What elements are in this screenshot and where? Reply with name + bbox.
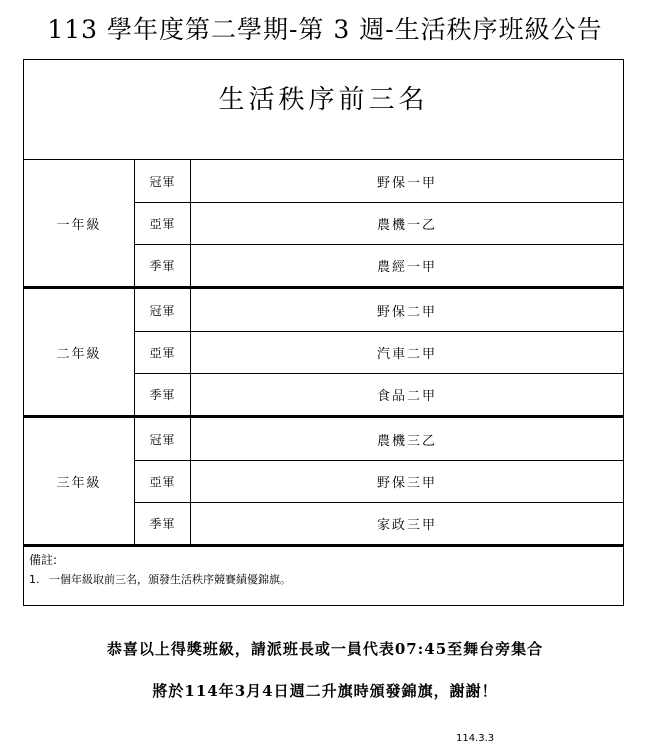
grade-label: 二年級 (24, 289, 135, 415)
class-name: 野保二甲 (376, 304, 437, 320)
ranking-table (23, 59, 624, 606)
class-name: 農經一甲 (376, 260, 437, 275)
table-row (135, 460, 623, 502)
table-row (135, 502, 623, 544)
grade-block-2 (24, 289, 623, 415)
class-name: 野保三甲 (376, 476, 437, 491)
class-name: 野保一甲 (376, 175, 437, 191)
table-row (135, 373, 623, 415)
rank-label: 亞軍 (135, 203, 191, 244)
class-name: 家政三甲 (376, 518, 437, 533)
class-name: 農機三乙 (376, 433, 437, 449)
table-row (135, 202, 623, 244)
table-row (135, 244, 623, 286)
rank-label: 冠軍 (135, 160, 191, 202)
grade-label: 一年級 (24, 160, 135, 286)
issue-date: 114.3.3 (456, 733, 495, 744)
rank-label: 亞軍 (135, 461, 191, 502)
table-row (135, 418, 623, 460)
class-name: 汽車二甲 (376, 347, 437, 362)
table-subtitle: 生活秩序前三名 (218, 85, 429, 115)
rank-label: 季軍 (135, 374, 191, 415)
announcement-line-1: 恭喜以上得獎班級，請派班長或一員代表07:45至舞台旁集合 (106, 640, 544, 658)
grade-block-3 (24, 418, 623, 544)
rank-label: 冠軍 (135, 289, 191, 331)
page-title: 113 學年度第二學期-第 3 週-生活秩序班級公告 (47, 15, 603, 44)
grade-block-1 (24, 160, 623, 286)
table-subtitle-cell (24, 60, 623, 160)
class-name: 農機一乙 (376, 218, 437, 233)
notes-item-number: 1. (29, 573, 40, 586)
rank-label: 季軍 (135, 503, 191, 544)
rank-label: 冠軍 (135, 418, 191, 460)
class-name: 食品二甲 (376, 389, 437, 404)
table-row (135, 160, 623, 202)
table-row (135, 289, 623, 331)
rank-label: 亞軍 (135, 332, 191, 373)
grade-label: 三年級 (24, 418, 135, 544)
notes-heading: 備註: (29, 553, 58, 567)
table-row (135, 331, 623, 373)
notes-section (24, 547, 623, 606)
notes-item-text: 一個年級取前三名，頒發生活秩序競賽績優錦旗。 (49, 573, 291, 586)
announcement-line-2: 將於114年3月4日週二升旗時頒發錦旗，謝謝！ (152, 682, 498, 700)
rank-label: 季軍 (135, 245, 191, 286)
notes-item (29, 571, 291, 587)
